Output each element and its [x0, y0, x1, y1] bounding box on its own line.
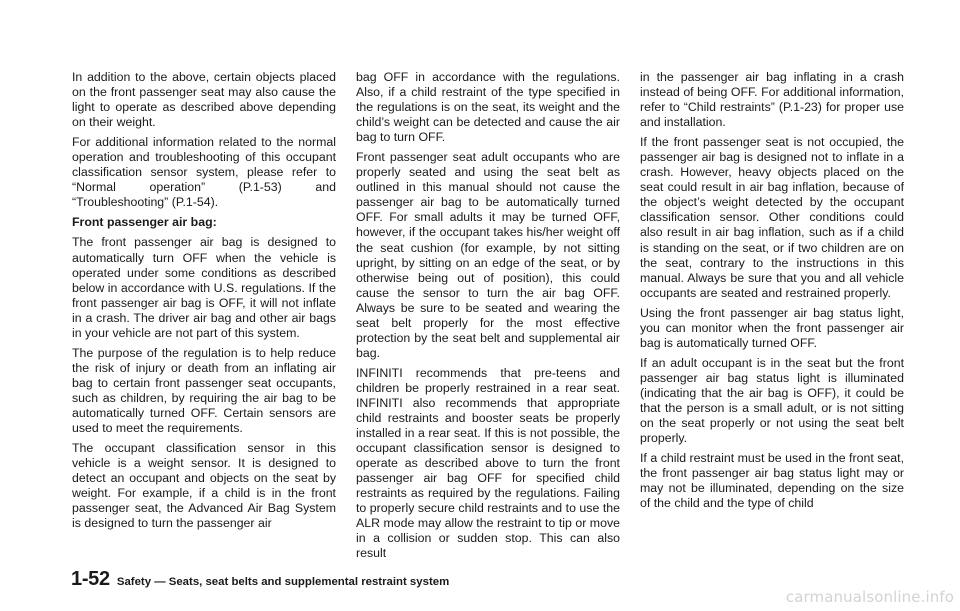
page-footer: [71, 568, 449, 591]
paragraph: The front passenger air bag is designed to automatically turn OFF when the vehicle is operated under some conditions as described below in accordance with U.S. regulations. If the front passenger air bag is OFF, it will not inflate in a crash. The driver air bag and other air bags in your vehicle are not part of this system.: [72, 235, 336, 340]
paragraph: in the passenger air bag inflating in a crash instead of being OFF. For additional information, refer to “Child restraints” (P.1-23) for proper use and installation.: [640, 70, 904, 130]
text-column-2: [356, 70, 620, 567]
paragraph: Using the front passenger air bag status light, you can monitor when the front passenger air bag is automatically turned OFF.: [640, 305, 904, 350]
text-column-3: [640, 70, 904, 516]
page-number: 1-52: [71, 568, 110, 590]
paragraph: In addition to the above, certain objects placed on the front passenger seat may also cause the light to operate as described above depending on their weight.: [72, 70, 336, 130]
paragraph: If an adult occupant is in the seat but the front passenger air bag status light is illuminated (indicating that the air bag is OFF), it could be that the person is a small adult, or is not sitting on the seat properly or not using the seat belt properly.: [640, 355, 904, 446]
paragraph: Front passenger seat adult occupants who are properly seated and using the seat belt as outlined in this manual should not cause the passenger air bag to be automatically turned OFF. For small adults it may be turned OFF, however, if the occupant takes his/her weight off the seat cushion (for example, by not sitting upright, by sitting on an edge of the seat, or by otherwise being out of position), this could cause the sensor to turn the air bag OFF. Always be sure to be seated and wearing the seat belt properly for the most effective protection by the seat belt and supplemental air bag.: [356, 150, 620, 360]
paragraph: INFINITI recommends that pre-teens and children be properly restrained in a rear seat. INFINITI also recommends that appropriate child restraints and booster seats be properly installed in a rear seat. If this is not possible, the occupant classification sensor is designed to operate as described above to turn the front passenger air bag OFF for specified child restraints as required by the regulations. Failing to properly secure child restraints and to use the ALR mode may allow the restraint to tip or move in a collision or sudden stop. This can also result: [356, 365, 620, 561]
paragraph: If the front passenger seat is not occupied, the passenger air bag is designed not to inflate in a crash. However, heavy objects placed on the seat could result in air bag inflation, because of the object’s weight detected by the occupant classification sensor. Other conditions could also result in air bag inflation, such as if a child is standing on the seat, or if two children are on the seat, contrary to the instructions in this manual. Always be sure that you and all vehicle occupants are seated and restrained properly.: [640, 135, 904, 300]
paragraph: For additional information related to the normal operation and troubleshooting of this occupant classification sensor system, please refer to “Normal operation” (P.1-53) and “Troubleshooting” (P.1-54).: [72, 135, 336, 210]
paragraph: The occupant classification sensor in this vehicle is a weight sensor. It is designed to detect an occupant and objects on the seat by weight. For example, if a child is in the front passenger seat, the Advanced Air Bag System is designed to turn the passenger air: [72, 441, 336, 531]
text-column-1: [72, 70, 336, 536]
paragraph: bag OFF in accordance with the regulations. Also, if a child restraint of the type specified in the regulations is on the seat, its weight and the child’s weight can be detected and cause the air bag to turn OFF.: [356, 70, 620, 145]
site-watermark: carmanualsonline.info: [785, 588, 954, 606]
paragraph: The purpose of the regulation is to help reduce the risk of injury or death from an inflating air bag to certain front passenger seat occupants, such as children, by requiring the air bag to be automatically turned OFF. Certain sensors are used to meet the requirements.: [72, 345, 336, 436]
footer-section-title: Safety — Seats, seat belts and supplemental restraint system: [116, 576, 450, 588]
section-heading: Front passenger air bag:: [72, 215, 217, 230]
paragraph: If a child restraint must be used in the front seat, the front passenger air bag status light may or may not be illuminated, depending on the size of the child and the type of child: [640, 451, 904, 511]
